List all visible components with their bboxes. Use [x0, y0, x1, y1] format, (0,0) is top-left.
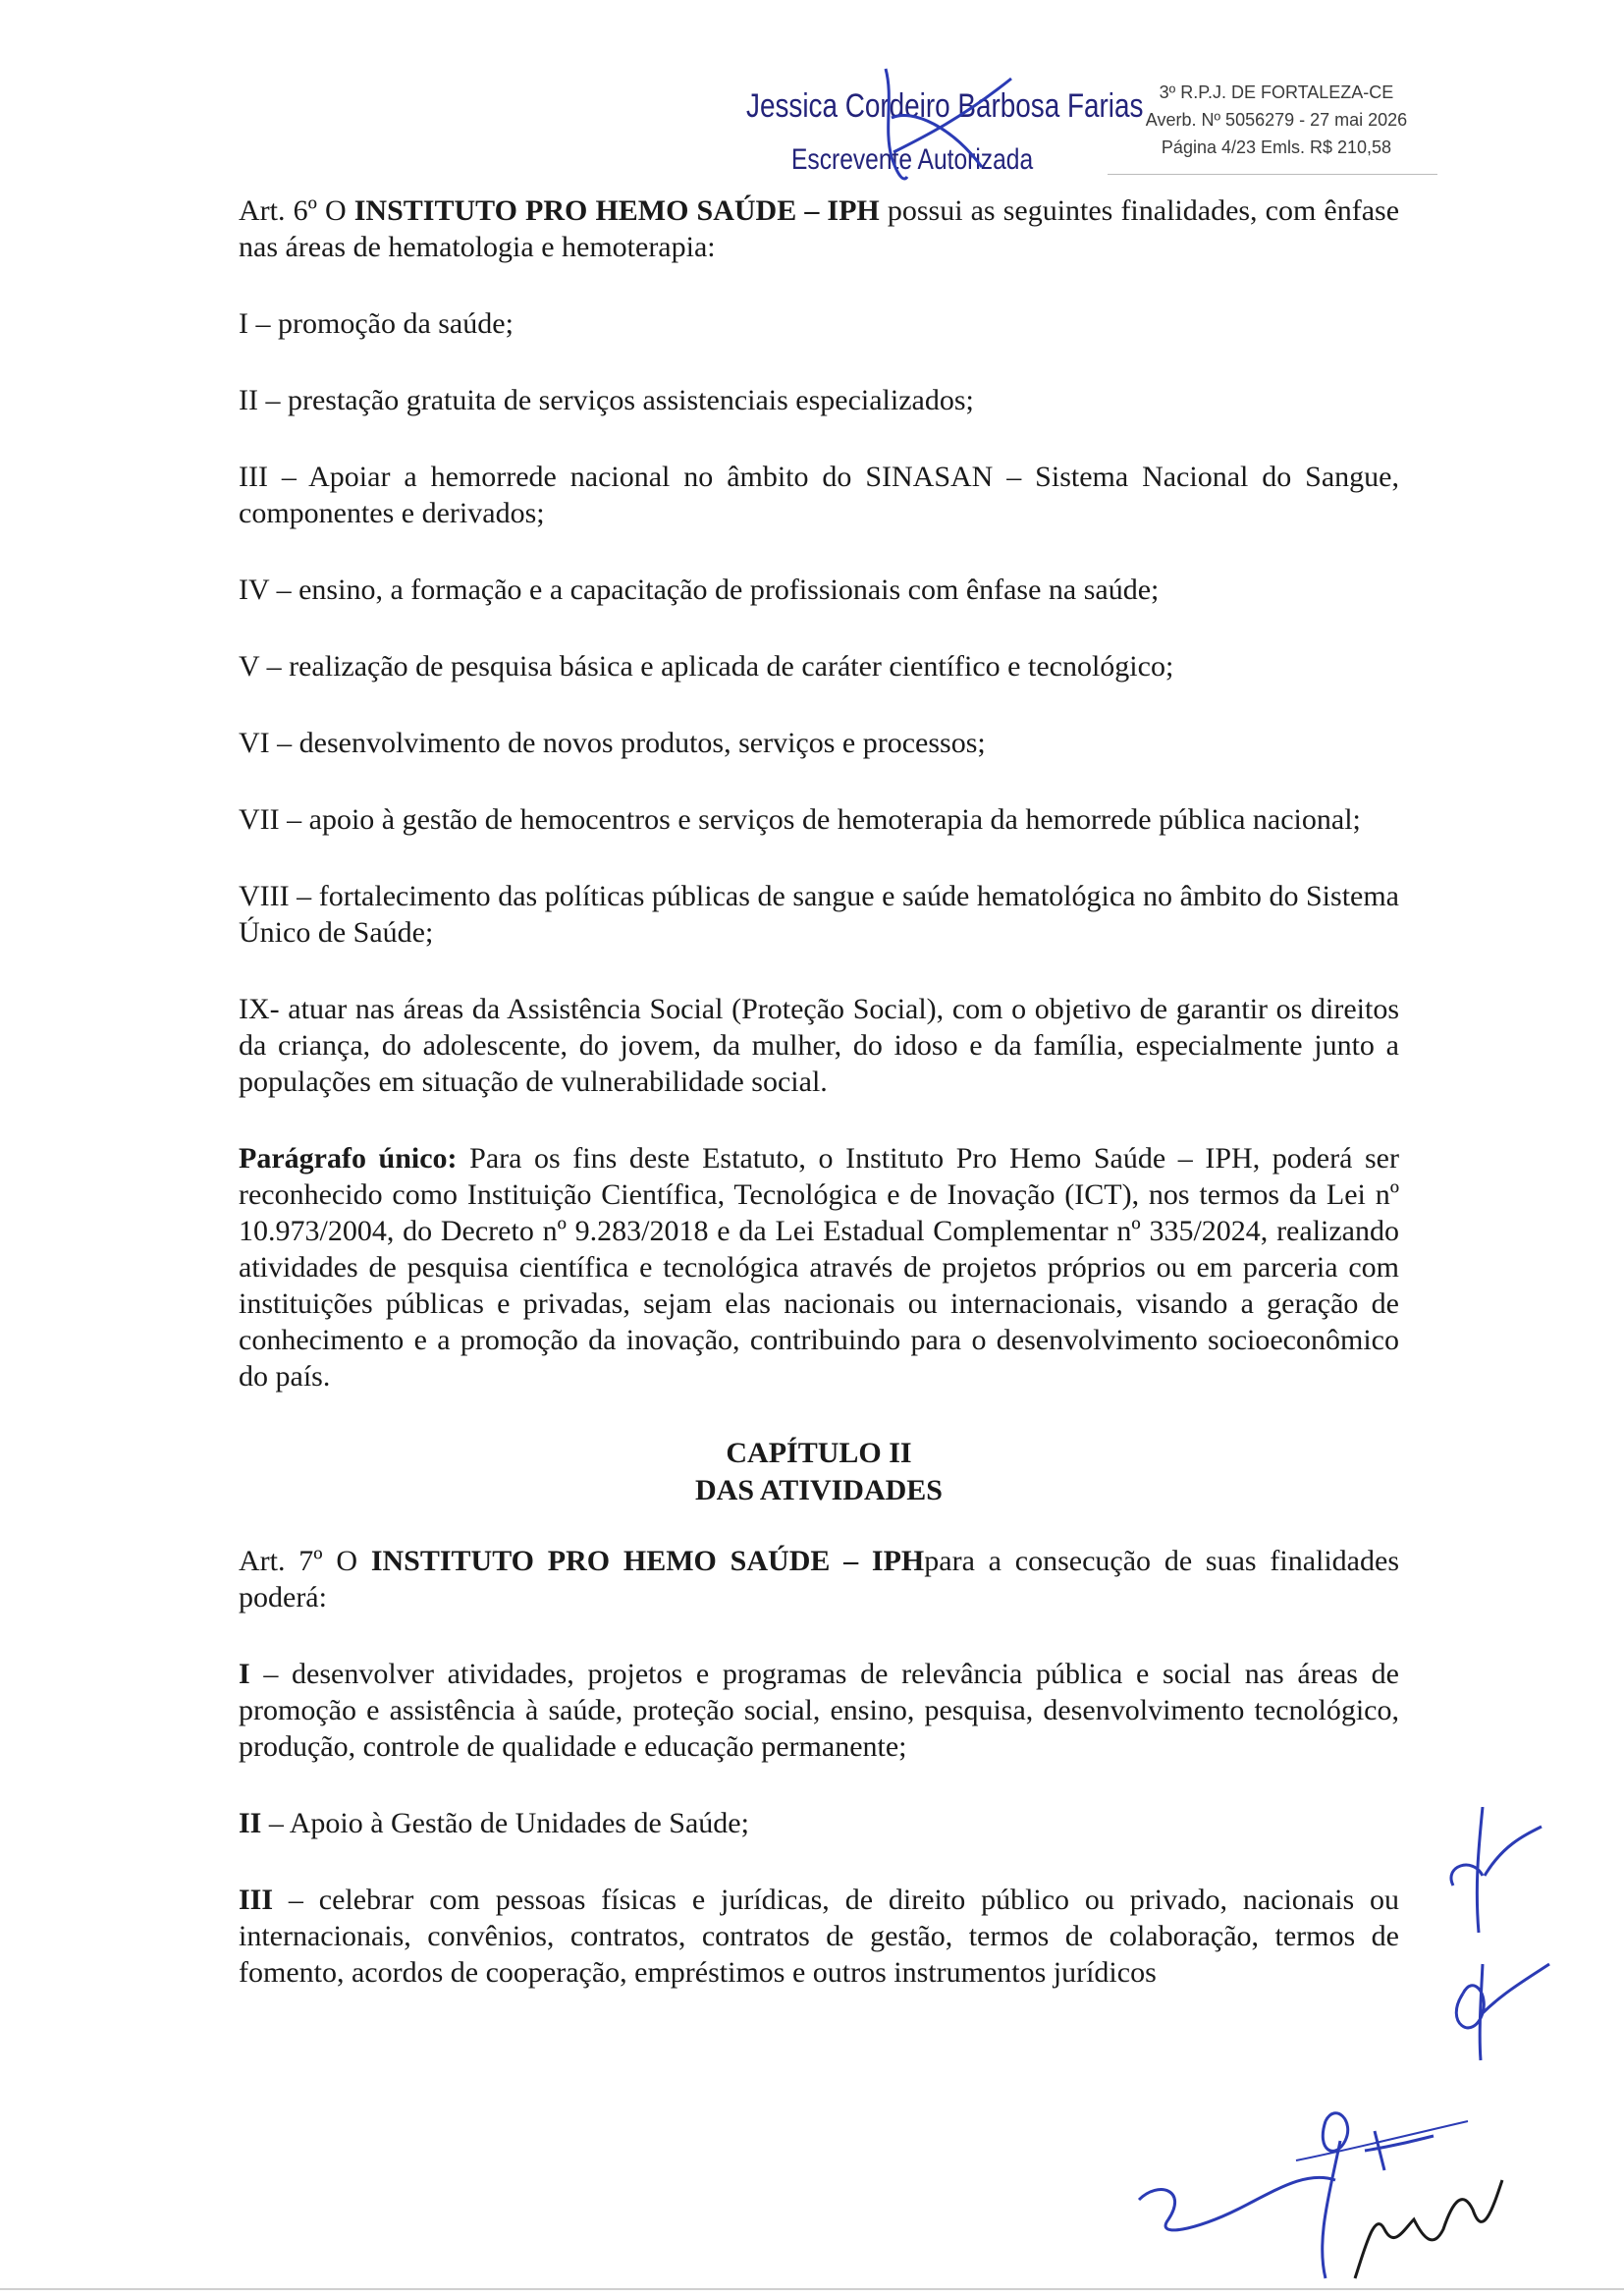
registry-office: 3º R.P.J. DE FORTALEZA-CE	[1159, 82, 1394, 102]
art6-intro	[239, 192, 1399, 265]
art7-item-i-text: – desenvolver atividades, projetos e programas de relevância pública e social nas áreas de promoção e assistência à saúde, proteção social, ensino, pesquisa, desenvolvimento tecnológico, produção, controle de qualidade e educação permanente;	[239, 1658, 1399, 1763]
art7-item-iii	[239, 1882, 1399, 1991]
art7-institution: INSTITUTO PRO HEMO SAÚDE – IPH	[370, 1545, 925, 1577]
art6-item-ix: IX- atuar nas áreas da Assistência Social (Proteção Social), com o objetivo de garantir os direitos da criança, do adolescente, do jovem, da mulher, do idoso e da família, especialmente junto a populações em situação de vulnerabilidade social.	[239, 993, 1399, 1098]
art7-intro	[239, 1543, 1399, 1615]
margin-initial-signature-1	[1414, 1807, 1551, 1935]
registry-page-fee: Página 4/23 Emls. R$ 210,58	[1161, 137, 1392, 157]
art7-item-iii-num: III	[239, 1884, 274, 1916]
art6-item-iv: IV – ensino, a formação e a capacitação de profissionais com ênfase na saúde;	[239, 574, 1160, 606]
art7-item-iii-text: – celebrar com pessoas físicas e jurídicas, de direito público ou privado, nacionais ou internacionais, convênios, contratos, contratos de gestão, termos de colaboração, termos de fomento, acordos de cooperação, empréstimos e outros instrumentos jurídicos	[239, 1884, 1399, 1989]
paragrafo-unico-label: Parágrafo único:	[239, 1142, 458, 1175]
registry-averbacao: Averb. Nº 5056279 - 27 mai 2026	[1145, 110, 1408, 130]
art6-item-vii: VII – apoio à gestão de hemocentros e serviços de hemoterapia da hemorrede pública nacional;	[239, 803, 1361, 836]
art7-item-ii-text: – Apoio à Gestão de Unidades de Saúde;	[261, 1807, 749, 1839]
art6-item-viii: VIII – fortalecimento das políticas públicas de sangue e saúde hematológica no âmbito do Sistema Único de Saúde;	[239, 880, 1399, 949]
art6-lead: Art. 6º O	[239, 194, 354, 227]
art7-item-ii	[239, 1805, 1399, 1841]
statute-text	[239, 192, 1399, 1991]
art6-item-v: V – realização de pesquisa básica e aplicada de caráter científico e tecnológico;	[239, 650, 1174, 683]
art6-item-ii: II – prestação gratuita de serviços assistenciais especializados;	[239, 384, 974, 416]
scan-edge-line	[0, 2288, 1624, 2290]
art7-item-i-num: I	[239, 1658, 250, 1690]
registry-divider	[1108, 174, 1437, 175]
bottom-signatures	[1129, 2082, 1542, 2283]
margin-initial-signature-2	[1434, 1954, 1551, 2062]
paragrafo-unico	[239, 1140, 1399, 1394]
art6-item-i: I – promoção da saúde;	[239, 307, 514, 340]
notary-signature	[864, 59, 1051, 187]
chapter-number: CAPÍTULO II	[726, 1437, 912, 1469]
art7-item-ii-num: II	[239, 1807, 262, 1839]
art6-item-iii: III – Apoiar a hemorrede nacional no âmbito do SINASAN – Sistema Nacional do Sangue, componentes e derivados;	[239, 461, 1399, 529]
art7-item-i	[239, 1656, 1399, 1765]
notary-stamp-name: Jessica Cordeiro Barbosa Farias	[746, 87, 1144, 125]
art7-lead: Art. 7º O	[239, 1545, 371, 1577]
notary-stamp-role: Escrevente Autorizada	[791, 143, 1034, 176]
chapter-title: DAS ATIVIDADES	[694, 1474, 943, 1506]
art7-rest: para a consecução de suas finalidades poderá:	[239, 1545, 1399, 1613]
chapter-heading	[239, 1435, 1399, 1509]
registry-stamp	[1119, 79, 1434, 161]
art6-item-vi: VI – desenvolvimento de novos produtos, serviços e processos;	[239, 727, 986, 759]
paragrafo-unico-text: Para os fins deste Estatuto, o Instituto Pro Hemo Saúde – IPH, poderá ser reconhecido como Instituição Científica, Tecnológica e de Inovação (ICT), nos termos da Lei nº 10.973/2004, do Decreto nº 9.283/2018 e da Lei Estadual Complementar nº 335/2024, realizando atividades de pesquisa científica e tecnológica através de projetos próprios ou em parceria com instituições públicas e privadas, sejam elas nacionais ou internacionais, visando a geração de conhecimento e a promoção da inovação, contribuindo para o desenvolvimento socioeconômico do país.	[239, 1142, 1399, 1393]
art6-rest: possui as seguintes finalidades, com ênfase nas áreas de hematologia e hemoterapia:	[239, 194, 1400, 263]
art6-institution: INSTITUTO PRO HEMO SAÚDE – IPH	[353, 194, 880, 227]
